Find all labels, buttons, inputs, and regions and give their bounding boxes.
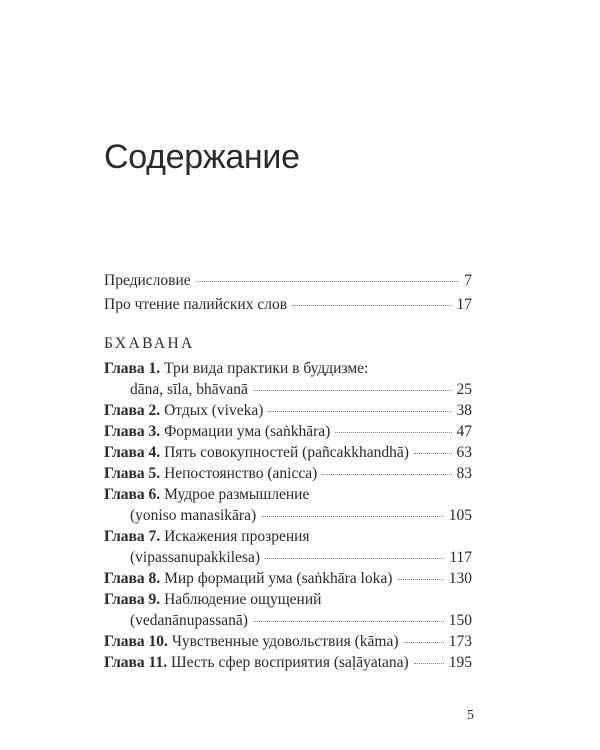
toc-label (104, 569, 392, 589)
toc-label (104, 401, 263, 421)
chapter-title-line2: dāna, sīla, bhāvanā (130, 381, 248, 398)
page-number: 5 (467, 708, 474, 723)
chapter-title: Формации ума (saṅkhāra) (164, 423, 331, 440)
toc-entry-preface[interactable] (104, 271, 472, 291)
chapter-title-line1: Мудрое размышление (164, 486, 310, 503)
leader-dots (292, 304, 451, 306)
toc-entry-chapter-11[interactable] (104, 653, 472, 673)
toc-entry-chapter-10[interactable] (104, 632, 472, 652)
toc-entry-chapter-1-cont[interactable] (130, 380, 472, 400)
chapter-title-line2: (yoniso manasikāra) (130, 507, 257, 524)
leader-dots (196, 280, 460, 282)
toc-label (104, 422, 330, 442)
toc-entry-chapter-4[interactable] (104, 443, 472, 463)
toc-page: 83 (456, 465, 472, 482)
leader-dots (253, 389, 452, 391)
toc-entry-chapter-7-cont[interactable] (130, 548, 472, 568)
toc-entry-chapter-3[interactable] (104, 422, 472, 442)
chapter-number: Глава 4. (104, 444, 161, 461)
page-title: Содержание (104, 138, 300, 176)
chapter-number: Глава 2. (104, 402, 161, 419)
chapter-title-line2: (vipassanupakkilesa) (130, 549, 260, 566)
toc-entry-chapter-1[interactable] (104, 359, 368, 379)
toc-label: Про чтение палийских слов (104, 296, 288, 313)
toc-entry-pali-reading[interactable] (104, 295, 472, 315)
toc-entry-chapter-5[interactable] (104, 464, 472, 484)
leader-dots (268, 410, 451, 412)
toc-label (104, 653, 409, 673)
chapter-number: Глава 10. (104, 633, 168, 650)
toc-page: 150 (448, 612, 472, 629)
leader-dots (261, 515, 444, 517)
chapter-title: Отдых (viveka) (164, 402, 264, 419)
chapter-number: Глава 5. (104, 465, 161, 482)
toc-page: 130 (448, 570, 472, 587)
toc-page: 38 (456, 402, 472, 419)
chapter-number: Глава 9. (104, 591, 161, 608)
toc-page: 47 (456, 423, 472, 440)
leader-dots (414, 662, 444, 664)
chapter-title: Чувственные удовольствия (kāma) (171, 633, 399, 650)
chapter-title: Шесть сфер восприятия (saḷāyatana) (170, 654, 409, 671)
leader-dots (397, 578, 443, 580)
leader-dots (414, 452, 452, 454)
toc-page: 105 (448, 507, 472, 524)
leader-dots (253, 620, 444, 622)
leader-dots (265, 557, 444, 559)
toc-label: Предисловие (104, 272, 191, 289)
leader-dots (322, 473, 451, 475)
chapter-number: Глава 11. (104, 654, 168, 671)
chapter-title: Пять совокупностей (pañcakkhandhā) (164, 444, 409, 461)
toc-label (104, 443, 409, 463)
chapter-title-line2: (vedanānupassanā) (130, 612, 248, 629)
chapter-number: Глава 1. (104, 360, 161, 377)
toc-entry-chapter-7[interactable] (104, 527, 310, 547)
chapter-title: Непостоянство (anicca) (164, 465, 318, 482)
toc-entry-chapter-2[interactable] (104, 401, 472, 421)
chapter-number: Глава 7. (104, 528, 161, 545)
toc-entry-chapter-9-cont[interactable] (130, 611, 472, 631)
toc-entry-chapter-8[interactable] (104, 569, 472, 589)
toc-label (104, 632, 399, 652)
toc-entry-chapter-6[interactable] (104, 485, 309, 505)
toc-entry-chapter-6-cont[interactable] (130, 506, 472, 526)
chapter-number: Глава 3. (104, 423, 161, 440)
chapter-title-line1: Наблюдение ощущений (164, 591, 322, 608)
toc-page: 173 (448, 633, 472, 650)
toc-page: 195 (448, 654, 472, 671)
chapter-title-line1: Искажения прозрения (164, 528, 310, 545)
toc-page: 117 (449, 549, 472, 566)
chapter-title-line1: Три вида практики в буддизме: (164, 360, 369, 377)
toc-page: 25 (456, 381, 472, 398)
toc-page: 63 (456, 444, 472, 461)
toc-label (104, 464, 317, 484)
toc-page: 7 (464, 272, 472, 289)
chapter-title: Мир формаций ума (saṅkhāra loka) (164, 570, 393, 587)
section-heading: БХАВАНА (104, 335, 195, 352)
toc-entry-chapter-9[interactable] (104, 590, 321, 610)
toc-page: 17 (456, 296, 472, 313)
leader-dots (404, 641, 444, 643)
chapter-number: Глава 8. (104, 570, 161, 587)
chapter-number: Глава 6. (104, 486, 161, 503)
leader-dots (335, 431, 451, 433)
